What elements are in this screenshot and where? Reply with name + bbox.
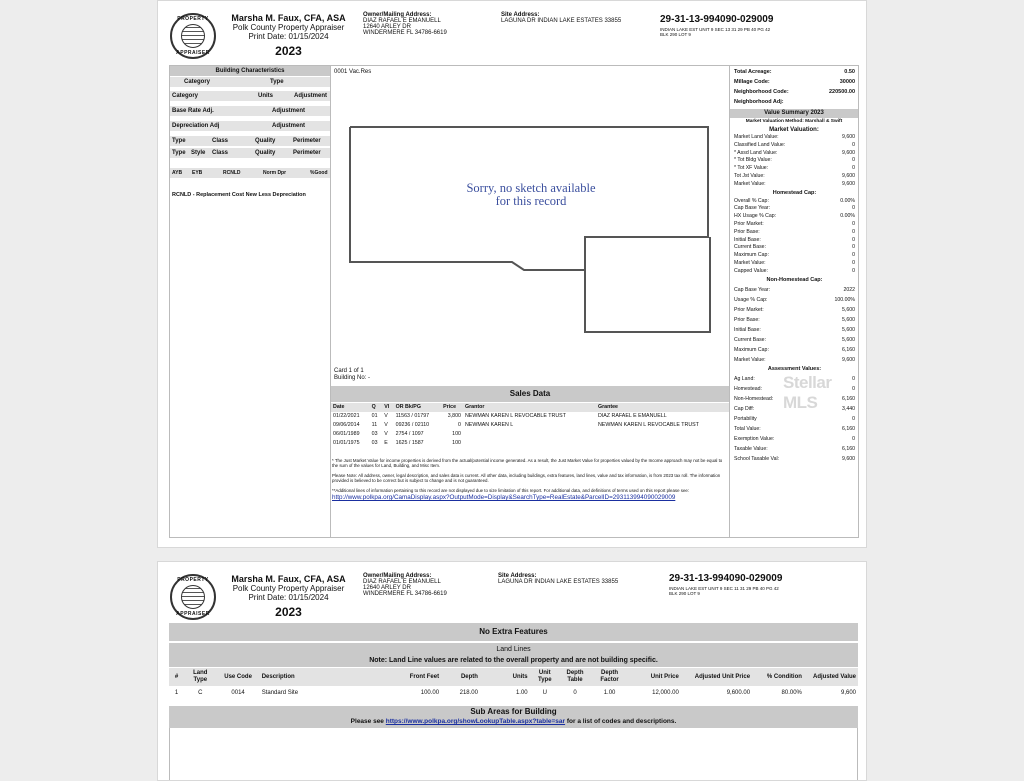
value-row [734,454,855,464]
value-summary-panel [729,65,859,538]
stellar-mls-watermark: Stellar MLS [783,373,832,412]
card-number: Card 1 of 1 [334,368,364,374]
sale-book-page: 11563 / 01797 [395,413,430,419]
sub-areas-title: Sub Areas for Building [470,707,557,716]
land-use-code: 0014 [231,690,245,696]
sale-grantor [463,439,596,448]
building-characteristics-panel [169,65,331,538]
bc-norm-dpr: Norm Dpr [263,170,287,176]
value-row [734,295,855,305]
building-number: Building No: - [334,375,371,381]
value-amount: 6,160 [842,346,855,353]
value-amount: 9,600 [842,180,855,187]
bc-adjustment: Adjustment [272,108,305,114]
value-row [734,157,855,165]
value-amount: 0 [852,267,855,274]
land-line-row [169,686,858,700]
value-amount: 100.00% [834,296,855,303]
owner-line: WINDERMERE FL 34786-6619 [363,591,447,597]
owner-line: 12640 ARLEY DR [363,24,411,30]
legal-line: INDIAN LAKE EST UNIT 9 SEC 11 31 29 PB 40 PG 42 [669,586,779,591]
value-amount: 5,600 [842,336,855,343]
value-label: Prior Market: [734,220,764,227]
sales-col-price: Price [443,404,457,410]
sub-areas-header [169,706,858,728]
legal-line: INDIAN LAKE EST UNIT 9 SEC 13 31 29 PB 40 PG 42 [660,27,771,32]
bc-ayb: AYB [172,170,183,176]
value-label: Current Base: [734,244,767,251]
value-amount: 0 [852,165,855,172]
seal-top-text: PROPERTY [177,16,209,22]
rcnld-note: RCNLD - Replacement Cost New Less Depreciation [172,192,306,198]
sale-grantee: NEWMAN KAREN L REVOCABLE TRUST [597,422,699,428]
value-amount: 0 [852,236,855,243]
land-col-unit-price: Unit Price [650,673,679,680]
value-amount: 9,600 [842,134,855,140]
land-col-type: Land Type [193,670,208,683]
value-row [734,285,855,295]
owner-line: WINDERMERE FL 34786-6619 [363,30,447,36]
value-row [734,150,855,158]
land-col-description: Description [261,673,295,680]
tax-year: 2023 [275,44,302,58]
total-acreage-value: 0.50 [844,69,855,75]
land-lines-title: Land Lines [496,646,531,653]
value-label: Classified Land Value: [734,141,786,148]
value-row [734,237,855,245]
value-label: Tot Jst Value: [734,172,765,179]
valuation-method: Market Valuation Method: Marshall & Swift [745,119,843,124]
bc-depreciation: Depreciation Adj [172,123,220,129]
sketch-placeholder [347,124,713,340]
land-description: Standard Site [261,690,299,696]
value-amount: 0 [852,375,855,382]
report-page-1 [157,0,867,548]
owner-label: Owner/Mailing Address: [363,12,432,18]
market-valuation-heading: Market Valuation: [769,127,819,133]
site-label: Site Address: [501,12,540,18]
value-amount: 9,600 [842,172,855,179]
neighborhood-adj-label: Neighborhood Adj: [734,99,784,105]
value-label: Cap Diff: [734,405,755,412]
cama-display-link[interactable]: http://www.polkpa.org/CamaDisplay.aspx?OutputMode=Display&SearchType=RealEstate&ParcelID=293113994090029009 [332,494,676,501]
value-label: Market Value: [734,259,766,266]
sale-q: 01 [371,413,378,419]
sales-col-grantee: Grantee [597,404,618,410]
land-depth-factor: 1.00 [603,690,616,696]
value-row [734,434,855,444]
site-label: Site Address: [498,573,537,579]
land-col-condition: % Condition [766,673,802,680]
value-amount: 0 [852,141,855,148]
appraiser-name: Marsha M. Faux, CFA, ASA [231,13,346,23]
value-amount: 6,160 [842,445,855,452]
value-row [734,252,855,260]
sub-areas-lookup-link[interactable]: https://www.polkpa.org/showLookupTable.aspx?table=sar [385,718,566,725]
seal-top-text: PROPERTY [177,577,209,583]
tax-year: 2023 [275,605,302,619]
land-unit-price: 12,000.00 [652,690,679,696]
land-col-units: Units [512,673,528,680]
value-label: Maximum Cap: [734,346,769,353]
land-type: C [198,690,203,696]
bc-type: Type [270,79,284,85]
millage-code-label: Millage Code: [734,79,770,85]
value-row [734,325,855,335]
value-row [734,345,855,355]
sales-col-date: Date [333,404,345,410]
value-amount: 0.00% [840,197,855,204]
value-amount: 5,600 [842,326,855,333]
value-amount: 9,600 [842,149,855,156]
appraiser-seal-logo [170,574,216,620]
land-col-adj-unit-price: Adjusted Unit Price [694,673,751,680]
sales-title: Sales Data [331,386,729,402]
no-sketch-message [391,182,671,208]
sale-date: 09/06/2014 [333,422,360,428]
seal-bottom-text: APPRAISER [176,50,210,56]
owner-line: DIAZ RAFAEL E EMANUELL [363,18,441,24]
agency-name: Polk County Property Appraiser [232,23,345,32]
parcel-id: 29-31-13-994090-029009 [669,573,783,584]
value-amount: 3,440 [842,405,855,412]
bc-eyb: EYB [192,170,203,176]
value-label: Exemption Value: [734,435,775,442]
value-row [734,173,855,181]
value-label: Prior Market: [734,306,764,313]
bc-adjustment: Adjustment [294,93,327,99]
land-col-use-code: Use Code [224,673,252,680]
land-adj-value: 9,600 [840,690,856,696]
value-row [734,213,855,221]
value-amount: 2022 [843,286,855,293]
note-income: * The Just Market Value for income properties is derived from the actual/potential income generated. As a result, the Just Market Value for properties valued by the Income approach may not be equal to the sum of the values for Land, Building, and Misc Item. [332,458,723,468]
value-label: Prior Base: [734,228,760,235]
land-units: 1.00 [515,690,528,696]
land-unit-type: U [542,690,547,696]
sale-price: 0 [458,422,461,428]
sales-row [331,430,729,439]
use-code: 0001 Vac.Res [334,69,372,75]
value-label: Cap Base Year: [734,286,771,293]
value-label: Capped Value: [734,267,768,274]
value-row [734,244,855,252]
value-label: Usage % Cap: [734,296,768,303]
sale-vi: V [384,422,388,428]
sales-table [331,403,729,448]
bc-perimeter: Perimeter [293,150,321,156]
value-label: Current Base: [734,336,767,343]
assessment-title: Assessment Values: [767,365,822,372]
building-title: Building Characteristics [170,66,330,76]
sales-row [331,421,729,430]
owner-line: DIAZ RAFAEL E EMANUELL [363,579,441,585]
value-label: Maximum Cap: [734,252,769,259]
sale-book-page: 09236 / 02110 [395,422,430,428]
value-amount: 0 [852,205,855,212]
site-address: LAGUNA DR INDIAN LAKE ESTATES 33855 [498,579,619,585]
value-label: School Taxable Val: [734,455,780,462]
value-row [734,205,855,213]
value-amount: 0 [852,244,855,251]
sales-col-q: Q [371,404,376,410]
value-label: Portability [734,415,757,422]
appraiser-seal-logo [170,13,216,59]
value-label: * Tot XF Value: [734,165,769,172]
bc-quality: Quality [255,150,276,156]
sale-date: 01/01/1975 [333,440,360,446]
land-col-adj-value: Adjusted Value [812,673,856,680]
value-amount: 0 [852,415,855,422]
value-label: Taxable Value: [734,445,768,452]
owner-label: Owner/Mailing Address: [363,573,432,579]
value-amount: 0 [852,252,855,259]
bc-type: Type [172,138,186,144]
value-amount: 6,160 [842,395,855,402]
sales-row [331,439,729,448]
value-amount: 6,160 [842,425,855,432]
value-row [734,221,855,229]
bc-type: Type [172,150,186,156]
value-label: Market Value: [734,180,766,187]
value-amount: 0 [852,157,855,164]
value-label: Homestead: [734,385,762,392]
sales-col-vi: VI [384,404,390,410]
land-col-unit-type: Unit Type [537,670,552,683]
no-sketch-line: for this record [495,194,567,208]
bc-good: %Good [310,170,328,176]
value-label: Market Land Value: [734,134,779,140]
value-label: Initial Base: [734,236,761,243]
print-date: Print Date: 01/15/2024 [248,32,329,41]
neighborhood-code-label: Neighborhood Code: [734,89,789,95]
bc-units: Units [258,93,273,99]
value-row [734,315,855,325]
value-label: Market Value: [734,356,766,363]
sub-areas-body [169,728,858,781]
legal-line: BLK 290 LOT 9 [660,32,691,37]
value-row [734,268,855,276]
sale-date: 01/22/2021 [333,413,360,419]
value-row [734,229,855,237]
sale-grantor [463,430,596,439]
owner-line: 12640 ARLEY DR [363,585,411,591]
value-summary-title: Value Summary 2023 [730,109,858,118]
legal-line: BLK 290 LOT 9 [669,591,700,596]
land-lines-table [169,668,858,700]
value-row [734,335,855,345]
value-label: * Tot Bldg Value: [734,157,772,164]
value-amount: 0 [852,385,855,392]
value-row [734,260,855,268]
bc-adjustment: Adjustment [272,123,305,129]
site-address: LAGUNA DR INDIAN LAKE ESTATES 33855 [501,18,622,24]
bc-category: Category [184,79,211,85]
sale-q: 11 [371,422,378,428]
report-page-2 [157,561,867,781]
note-additional: **Additional lines of information pertaining to this record are not displayed due to size limitation of this report. For additional data, and definitions of terms used on this report please see: [332,488,690,493]
land-condition: 80.00% [781,690,802,696]
sale-grantor: NEWMAN KAREN L REVOCABLE TRUST [464,413,566,419]
value-amount: 0 [852,220,855,227]
bc-base-rate: Base Rate Adj. [172,108,214,114]
land-col-front-feet: Front Feet [409,673,440,680]
sales-col-orbk: OR Bk/PG [395,404,421,410]
sale-q: 03 [371,431,378,437]
value-row [734,444,855,454]
sale-vi: V [384,413,388,419]
bc-category: Category [172,93,199,99]
value-label: Non-Homestead: [734,395,774,402]
land-col-num: # [174,673,179,680]
no-sketch-line: Sorry, no sketch available [466,181,596,195]
sale-book-page: 2754 / 1097 [395,431,424,437]
total-acreage-label: Total Acreage: [734,69,772,75]
sale-grantee [596,430,729,439]
value-amount: 5,600 [842,306,855,313]
sale-price: 3,800 [447,413,461,419]
value-row [734,165,855,173]
value-label: HX Usage % Cap: [734,213,777,220]
land-depth-table: 0 [573,690,577,696]
sub-areas-post: for a list of codes and descriptions. [566,718,677,725]
millage-code-value: 30000 [839,79,855,85]
value-label: Total Value: [734,425,761,432]
nonhomestead-title: Non-Homestead Cap: [766,276,823,283]
seal-bottom-text: APPRAISER [176,611,210,617]
land-lines-header [169,643,858,667]
agency-name: Polk County Property Appraiser [232,584,345,593]
value-label: Prior Base: [734,316,760,323]
value-amount: 0 [852,228,855,235]
sales-row [331,412,729,421]
land-col-depth-table: Depth Table [566,670,584,683]
bc-class: Class [212,150,229,156]
land-depth: 218.00 [459,690,478,696]
sale-grantor: NEWMAN KAREN L [464,422,514,428]
value-row [734,142,855,150]
value-amount: 9,600 [842,356,855,363]
bc-quality: Quality [255,138,276,144]
value-amount: 0 [852,435,855,442]
value-row [734,414,855,424]
sub-areas-pre: Please see [350,718,384,725]
sale-price: 100 [452,440,461,446]
sale-book-page: 1625 / 1587 [395,440,424,446]
value-label: * Assd Land Value: [734,149,778,156]
bc-perimeter: Perimeter [293,138,321,144]
land-col-depth: Depth [460,673,478,680]
sale-price: 100 [452,431,461,437]
value-amount: 0.00% [840,213,855,220]
land-num: 1 [174,690,179,696]
homestead-title: Homestead Cap: [772,189,817,196]
value-row [734,355,855,365]
land-col-depth-factor: Depth Factor [600,670,619,683]
value-label: Cap Base Year: [734,205,771,212]
value-amount: 9,600 [842,455,855,462]
value-row [734,134,855,142]
sale-date: 06/01/1989 [333,431,360,437]
value-row [734,305,855,315]
notes-block [332,458,727,502]
value-row [734,198,855,206]
land-lines-note: Note: Land Line values are related to the overall property and are not building specific. [369,657,658,664]
neighborhood-code-value: 220500.00 [829,89,855,95]
value-label: Initial Base: [734,326,761,333]
sale-vi: V [384,431,388,437]
bc-rcnld: RCNLD [223,170,241,176]
value-row [734,181,855,189]
value-amount: 5,600 [842,316,855,323]
sketch-panel [331,65,729,538]
sale-vi: E [384,440,388,446]
sale-grantee: DIAZ RAFAEL E EMANUELL [597,413,667,419]
print-date: Print Date: 01/15/2024 [248,593,329,602]
value-amount: 0 [852,259,855,266]
sale-grantee [596,439,729,448]
sales-col-grantor: Grantor [464,404,485,410]
value-row [734,424,855,434]
land-front-feet: 100.00 [420,690,440,696]
appraiser-name: Marsha M. Faux, CFA, ASA [231,574,346,584]
sale-q: 03 [371,440,378,446]
parcel-id: 29-31-13-994090-029009 [660,14,774,25]
value-label: Overall % Cap: [734,197,769,204]
extra-features-header: No Extra Features [169,623,858,641]
value-label: Ag Land: [734,375,755,382]
bc-style: Style [191,150,206,156]
bc-class: Class [212,138,229,144]
note-disclaimer: Please Note: All address, owner, legal description, and sales data is current. All other data, including buildings, extra features, land lines, value and tax information, is from 2023 tax roll. The information provided is believed to be correct but is subject to change and is not guaranteed. [332,473,721,483]
land-adj-unit-price: 9,600.00 [726,690,751,696]
